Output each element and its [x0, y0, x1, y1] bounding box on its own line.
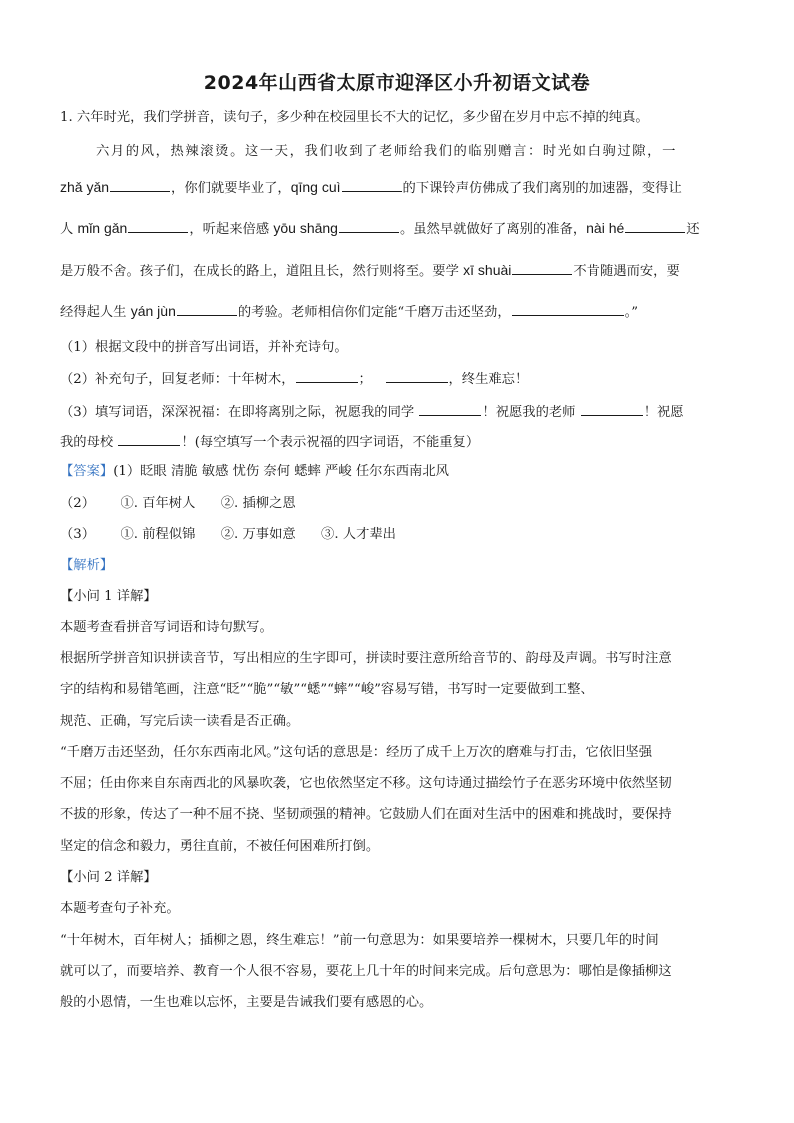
answer-blank-3[interactable]: [128, 219, 188, 233]
analysis-heading-1: 【小问 1 详解】: [60, 589, 157, 604]
passage-line-1: 六月的风，热辣滚烫。这一天，我们收到了老师给我们的临别赠言：时光如白驹过隙，一: [96, 144, 677, 159]
sub-question-2: （2）补充句子，回复老师：十年树木， ； ，终生难忘！: [60, 369, 528, 389]
answer-blank-7[interactable]: [177, 302, 237, 316]
analysis-para-5-line-1: “十年树木，百年树人；插柳之恩，终生难忘！”前一句意思为：如果要培养一棵树木，只要几年的时间: [60, 933, 659, 948]
pinyin-3: mǐn gǎn: [77, 220, 128, 236]
analysis-para-4: 本题考查句子补充。: [60, 901, 180, 916]
answer-line-2: （2） ①. 百年树人 ②. 插柳之恩: [60, 496, 296, 511]
passage-line-2: zhǎ yǎn ，你们就要毕业了，qīng cuì 的下课铃声仿佛成了我们离别的加速器，变得让: [60, 179, 682, 196]
analysis-para-1: 本题考查看拼音写词语和诗句默写。: [60, 620, 273, 635]
pinyin-4: yōu shāng: [273, 220, 338, 236]
answer-label: 【答案】: [60, 464, 114, 479]
page-title: 2024年山西省太原市迎泽区小升初语文试卷: [203, 72, 591, 94]
answer-blank-3c[interactable]: [118, 432, 180, 446]
analysis-para-2-line-3: 规范、正确，写完后读一读看是否正确。: [60, 714, 300, 729]
analysis-label: 【解析】: [60, 558, 114, 573]
pinyin-6: xī shuài: [463, 262, 512, 278]
pinyin-2: qīng cuì: [290, 179, 341, 195]
sub-question-3-cont: 我的母校 ！(每空填写一个表示祝福的四字词语，不能重复）: [60, 432, 479, 452]
answer-blank-3a[interactable]: [419, 402, 481, 416]
passage-line-4: 是万般不舍。孩子们，在成长的路上，道阻且长，然行则将至。要学 xī shuài 不肯随遇而安，要: [60, 262, 680, 279]
answer-line-3: （3） ①. 前程似锦 ②. 万事如意 ③. 人才辈出: [60, 527, 396, 542]
analysis-para-3-line-3: 不拔的形象，传达了一种不屈不挠、坚韧顽强的精神。它鼓励人们在面对生活中的困难和挑战时，要保持: [60, 807, 672, 822]
answer-blank-5[interactable]: [625, 219, 685, 233]
answer-blank-6[interactable]: [512, 261, 572, 275]
answer-blank-3b[interactable]: [581, 402, 643, 416]
passage-line-3: 人 mǐn gǎn ，听起来倍感 yōu shāng 。虽然早就做好了离别的准备，nài hé 还: [60, 220, 700, 237]
analysis-heading-2: 【小问 2 详解】: [60, 870, 157, 885]
sub-question-3: （3）填写词语，深深祝福：在即将离别之际，祝愿我的同学 ！祝愿我的老师 ！祝愿: [60, 402, 684, 422]
analysis-para-2-line-1: 根据所学拼音知识拼读音节，写出相应的生字即可，拼读时要注意所给音节的、韵母及声调。书写时注意: [60, 651, 672, 666]
analysis-para-3-line-2: 不屈；任由你来自东南西北的风暴吹袭，它也依然坚定不移。这句诗通过描绘竹子在恶劣环境中依然坚韧: [60, 776, 672, 791]
answer-blank-2a[interactable]: [296, 369, 358, 383]
analysis-para-3-line-1: “千磨万击还坚劲，任尔东西南北风。”这句话的意思是：经历了成千上万次的磨难与打击，它依旧坚强: [60, 745, 653, 760]
analysis-para-5-line-3: 般的小恩情，一生也难以忘怀，主要是告诫我们要有感恩的心。: [60, 995, 433, 1010]
passage-line-5: 经得起人生 yán jùn 的考验。老师相信你们定能“千磨万击还坚劲， 。”: [60, 303, 639, 320]
pinyin-7: yán jùn: [130, 303, 176, 319]
answer-blank-poem[interactable]: [512, 302, 624, 316]
pinyin-5: nài hé: [586, 220, 625, 236]
answer-blank-2b[interactable]: [386, 369, 448, 383]
answer-blank-4[interactable]: [339, 219, 399, 233]
sub-question-1: （1）根据文段中的拼音写出词语，并补充诗句。: [60, 340, 348, 355]
analysis-para-5-line-2: 就可以了，而要培养、教育一个人很不容易，要花上几十年的时间来完成。后句意思为：哪怕是像插柳这: [60, 964, 672, 979]
answer-line-1: 【答案】(1）眨眼 清脆 敏感 忧伤 奈何 蟋蟀 严峻 任尔东西南北风: [60, 464, 449, 479]
question-intro: 1. 六年时光，我们学拼音，读句子，多少种在校园里长不大的记忆，多少留在岁月中忘不掉的纯真。: [60, 110, 649, 125]
analysis-para-3-line-4: 坚定的信念和毅力，勇往直前，不被任何困难所打倒。: [60, 839, 380, 854]
answer-blank-1[interactable]: [110, 178, 170, 192]
pinyin-1: zhǎ yǎn: [60, 179, 110, 195]
analysis-para-2-line-2: 字的结构和易错笔画，注意“眨”“脆”“敏”“蟋”“蟀”“峻”容易写错，书写时一定要做到工整、: [60, 682, 594, 697]
answer-blank-2[interactable]: [342, 178, 402, 192]
